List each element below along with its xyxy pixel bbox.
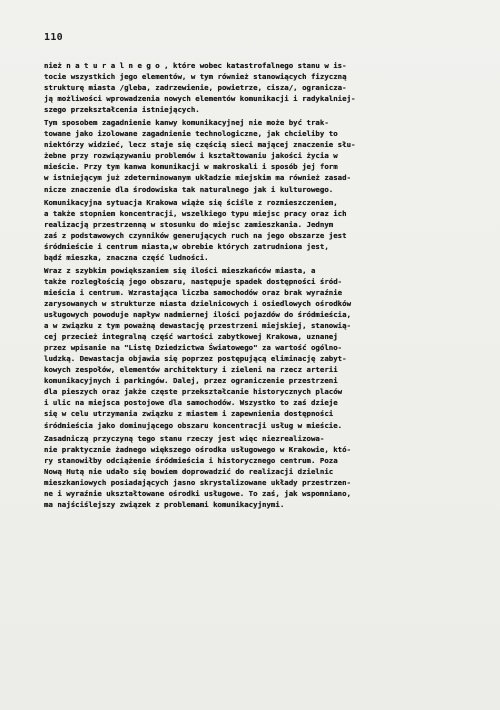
paragraph [44,60,464,115]
text-line: mieszkaniowych posiadających jasno skrystalizowane układy przestrzen- [44,477,352,487]
text-line: kowych zespołów, elementów architektury i zieleni na rzecz arterii [44,365,338,375]
text-line: ne i wyraźnie ukształtowane ośrodki usługowe. To zaś, jak wspomniano, [44,488,352,498]
text-line: ją możliwości wprowadzenia nowych elementów komunikacji i radykalniej- [44,94,356,104]
text-line: Zasadniczą przyczyną tego stanu rzeczy jest więc niezrealizowa- [44,433,325,443]
text-line: szego przekształcenia istniejących. [44,105,200,115]
text-line: mieścia i centrum. Wzrastająca liczba samochodów oraz brak wyraźnie [44,287,343,297]
text-line: zarysowanych w strukturze miasta dzielnicowych i osiedlowych ośrodków [44,298,352,308]
text-line: cej przecież integralną część wartości zabytkowej Krakowa, uznanej [44,332,338,342]
text-line: Nową Hutą nie udało się bowiem doprowadzić do realizacji dzielnic [44,466,334,476]
body-text [44,60,464,510]
text-line: ma najściślejszy związek z problemami komunikacyjnymi. [44,499,285,509]
text-line: Wraz z szybkim powiększaniem się ilości mieszkańców miasta, a [44,265,316,275]
text-line: nie praktycznie żadnego większego ośrodka usługowego w Krakowie, któ- [44,444,352,454]
text-line: przez wpisanie na "Listę Dziedzictwa Światowego" za wartość ogólno- [44,343,343,353]
text-line: także rozległością jego obszaru, następuje spadek dostępności śród- [44,276,343,286]
text-line: tocie wszystkich jego elementów, w tym również stanowiących fizyczną [44,72,347,82]
text-line: w istniejącym już zdeterminowanym układzie miejskim ma również zasad- [44,173,352,183]
page-number: 110 [44,32,63,43]
paragraph [44,433,464,510]
text-line: Komunikacyjna sytuacja Krakowa wiąże się ściśle z rozmieszczeniem, [44,197,338,207]
text-line: niektórzy widzieć, lecz staje się częścią sieci mającej znaczenie słu- [44,140,356,150]
text-line: usługowych powoduje napływ nadmiernej ilości pojazdów do śródmieścia, [44,310,352,320]
text-line: komunikacyjnych i parkingów. Dalej, przez ograniczenie przestrzeni [44,376,338,386]
text-line: realizacją przestrzenną w stosunku do miejsc zamieszkania. Jednym [44,219,334,229]
text-line: bądź mieszka, znaczna część ludności. [44,252,209,262]
text-line: ludzką. Dewastacja objawia się poprzez postępującą eliminację zabyt- [44,354,347,364]
text-line: śródmieście i centrum miasta,w obrebie których zatrudniona jest, [44,241,329,251]
text-line: i ulic na miejsca postojowe dla samochodów. Wszystko to zaś dzieje [44,398,338,408]
paragraph [44,197,464,263]
text-line: a w związku z tym poważną dewastację przestrzeni miejskiej, stanowią- [44,321,352,331]
text-line: ry stanowiłby odciążenie śródmieścia i historycznego centrum. Poza [44,455,338,465]
text-line: mieście. Przy tym kanwa komunikacji w makroskali i sposób jej form [44,162,338,172]
text-line: śródmieścia jako dominującego obszaru koncentracji usług w mieście. [44,420,343,430]
text-line: żebne przy rozwiązywaniu problemów i kształtowaniu jakości życia w [44,151,338,161]
text-line: zaś z podstawowych czynników generujących ruch na jego obszarze jest [44,230,347,240]
paragraph [44,265,464,431]
text-line: nicze znaczenie dla środowiska tak naturalnego jak i kulturowego. [44,184,334,194]
text-line: się w celu utrzymania związku z miastem i zapewnienia dostępności [44,409,334,419]
text-line: Tym sposobem zagadnienie kanwy komunikacyjnej nie może być trak- [44,118,329,128]
text-line: a także stopniem koncentracji, wszelkiego typu miejsc pracy oraz ich [44,208,347,218]
text-line: towane jako izolowane zagadnienie technologiczne, jak chcieliby to [44,129,338,139]
paragraph [44,117,464,194]
text-line: dla pieszych oraz jakże częste przekształcanie historycznych placów [44,387,343,397]
text-line: nież n a t u r a l n e g o , które wobec katastrofalnego stanu w is- [44,61,347,70]
text-line: strukturę miasta /gleba, zadrzewienie, powietrze, cisza/, ogranicza- [44,83,347,93]
